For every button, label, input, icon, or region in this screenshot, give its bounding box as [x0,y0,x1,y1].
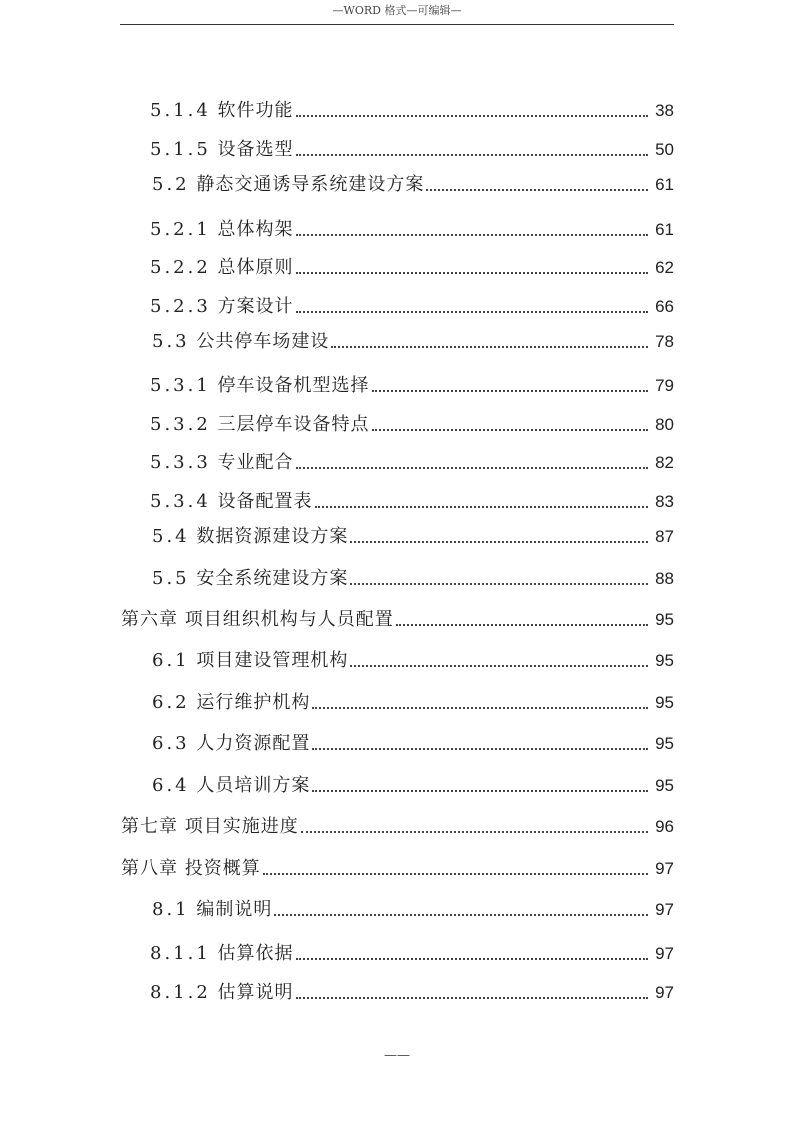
toc-label: 5.1.5 设备选型 [150,139,294,160]
toc-page-number: 80 [655,415,674,434]
toc-label: 5.2 静态交通诱导系统建设方案 [152,174,425,195]
toc-page-number: 95 [655,610,674,629]
toc-page-number: 95 [655,734,674,753]
toc-leader-dots [274,914,648,916]
toc-leader-dots [296,958,648,960]
toc-page-number: 97 [655,900,674,919]
toc-entry[interactable] [0,292,794,318]
toc-label: 5.3 公共停车场建设 [152,331,330,352]
toc-label: 5.5 安全系统建设方案 [152,568,349,589]
toc-label: 6.2 运行维护机构 [152,692,311,713]
toc-label: 第八章 投资概算 [121,858,261,879]
toc-leader-dots [301,831,648,833]
toc-entry[interactable] [0,854,794,880]
toc-entry[interactable] [0,487,794,513]
toc-entry[interactable] [0,646,794,672]
toc-page-number: 62 [655,258,674,277]
toc-label: 第六章 项目组织机构与人员配置 [121,609,394,630]
toc-page-number: 95 [655,776,674,795]
toc-label: 5.4 数据资源建设方案 [152,526,349,547]
toc-entry[interactable] [0,939,794,965]
toc-page-number: 95 [655,651,674,670]
toc-leader-dots [396,624,648,626]
toc-label: 5.1.4 软件功能 [150,100,294,121]
toc-leader-dots [372,390,648,392]
toc-label: 第七章 项目实施进度 [121,816,299,837]
toc-leader-dots [296,234,648,236]
toc-page-number: 97 [655,983,674,1002]
toc-entry[interactable] [0,410,794,436]
toc-page-number: 97 [655,944,674,963]
toc-leader-dots [296,272,648,274]
toc-entry[interactable] [0,895,794,921]
page-header: —WORD 格式—可编辑— [332,4,462,17]
toc-label: 5.3.1 停车设备机型选择 [150,375,370,396]
toc-page-number: 61 [655,175,674,194]
toc-label: 8.1.1 估算依据 [150,943,294,964]
toc-leader-dots [312,790,648,792]
toc-label: 6.1 项目建设管理机构 [152,650,349,671]
toc-entry[interactable] [0,812,794,838]
toc-label: 8.1 编制说明 [152,899,273,920]
toc-page-number: 82 [655,453,674,472]
toc-page-number: 38 [655,101,674,120]
toc-leader-dots [312,707,648,709]
toc-leader-dots [296,467,648,469]
toc-page-number: 83 [655,492,674,511]
toc-leader-dots [331,346,648,348]
toc-entry[interactable] [0,135,794,161]
toc-page-number: 79 [655,376,674,395]
toc-entry[interactable] [0,688,794,714]
toc-page-number: 96 [655,817,674,836]
toc-entry[interactable] [0,448,794,474]
toc-entry[interactable] [0,96,794,122]
toc-leader-dots [296,311,648,313]
toc-label: 6.4 人员培训方案 [152,775,311,796]
toc-entry[interactable] [0,564,794,590]
toc-label: 5.2.3 方案设计 [150,296,294,317]
toc-leader-dots [296,997,648,999]
toc-entry[interactable] [0,371,794,397]
toc-page-number: 97 [655,859,674,878]
toc-leader-dots [296,115,648,117]
toc-label: 5.3.3 专业配合 [150,452,294,473]
toc-label: 5.3.4 设备配置表 [150,491,313,512]
toc-entry[interactable] [0,978,794,1004]
toc-label: 8.1.2 估算说明 [150,982,294,1003]
toc-entry[interactable] [0,605,794,631]
toc-page-number: 95 [655,693,674,712]
toc-leader-dots [315,506,648,508]
toc-page-number: 66 [655,297,674,316]
toc-label: 5.2.2 总体原则 [150,257,294,278]
toc-leader-dots [426,189,648,191]
toc-page-number: 50 [655,140,674,159]
toc-page-number: 87 [655,527,674,546]
toc-page-number: 78 [655,332,674,351]
toc-entry[interactable] [0,170,794,196]
toc-entry[interactable] [0,215,794,241]
toc-leader-dots [312,748,648,750]
toc-entry[interactable] [0,522,794,548]
page-footer: —— [384,1048,410,1063]
toc-label: 5.2.1 总体构架 [150,219,294,240]
toc-label: 5.3.2 三层停车设备特点 [150,414,370,435]
toc-page-number: 61 [655,220,674,239]
toc-leader-dots [350,665,648,667]
toc-entry[interactable] [0,327,794,353]
toc-entry[interactable] [0,771,794,797]
toc-leader-dots [296,154,648,156]
toc-leader-dots [372,429,648,431]
toc-entry[interactable] [0,253,794,279]
toc-leader-dots [350,541,648,543]
toc-leader-dots [263,873,648,875]
header-divider [120,24,674,25]
toc-entry[interactable] [0,729,794,755]
toc-leader-dots [350,583,648,585]
toc-label: 6.3 人力资源配置 [152,733,311,754]
toc-page-number: 88 [655,569,674,588]
